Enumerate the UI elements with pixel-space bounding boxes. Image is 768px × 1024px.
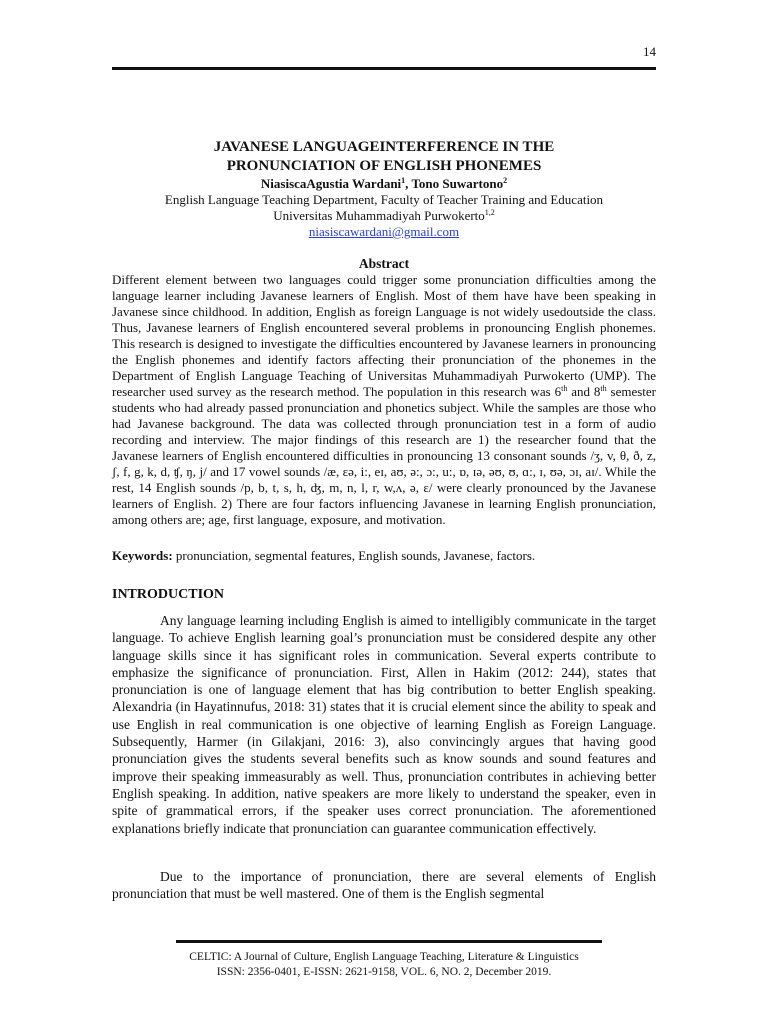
abstract-part-3: semester students who had already passed pronunciation and phonetics subject. While the samples are those who had Javanese background. The data was collected through pronunciation test in a form of audio recording and interview. The major findings of this research are 1) the researcher found that the Javanese learners of English encountered difficulties in pronouncing 13 consonant sounds /ʒ, v, θ, ð, z, ʃ, f, g, k, d, ʧ, ŋ, j/ and 17 vowel sounds /æ, ɛə, i:, eɪ, aʊ, ə:, ɔ:, u:, ɒ, ɪə, əʊ, ʊ, ɑ:, ɪ, ʊə, ɔɪ, aɪ/. While the rest, 14 English sounds /p, b, t, s, h, ʤ, m, n, l, r, w,ʌ, ə, ɛ/ were clearly pronounced by the Javanese learners of English. 2) There are four factors influencing Javanese in learning English pronunciation, among others are; age, first language, exposure, and motivation. (112, 384, 656, 527)
author-1-affil-mark: 1 (401, 176, 406, 185)
header-rule (112, 67, 656, 70)
author-line (112, 176, 656, 192)
abstract-text (112, 272, 656, 528)
abstract-part-1: Different element between two languages could trigger some pronunciation difficulties among the language learner including Javanese learners of English. Most of them have have been speaking in Javanese since childhood. In addition, English as foreign Language is not widely usedoutside the class. Thus, Javanese learners of English encountered several problems in pronouncing English phonemes. This research is designed to investigate the difficulties encountered by Javanese learners in pronouncing the English phonemes and identify factors affecting their pronunciation of the phonemes in the Department of English Language Teaching of Universitas Muhammadiyah Purwokerto (UMP). The researcher used survey as the research method. The population in this research was 6 (112, 272, 656, 399)
abstract-part-2: and 8 (567, 384, 601, 399)
university-name: Universitas Muhammadiyah Purwokerto (273, 208, 485, 223)
page-number: 14 (643, 44, 656, 59)
title-line-2: PRONUNCIATION OF ENGLISH PHONEMES (226, 158, 542, 174)
author-separator: , (405, 176, 412, 191)
abstract-heading: Abstract (358, 256, 410, 271)
title-line-1: JAVANESE LANGUAGEINTERFERENCE IN THE (213, 139, 555, 155)
keywords-text: pronunciation, segmental features, English sounds, Javanese, factors. (172, 548, 536, 563)
introduction-heading: INTRODUCTION (112, 587, 225, 602)
author-2-affil-mark: 2 (503, 176, 508, 185)
university-affil-mark: 1,2 (484, 208, 495, 217)
introduction-paragraph-1: Any language learning including English is aimed to intelligibly communicate in the target language. To achieve English learning goal’s pronunciation must be considered despite any other language skills since it has significant roles in communication. Several experts contribute to emphasize the significance of pronunciation. First, Allen in Hakim (2012: 244), states that pronunciation is one of language element that has big contribution to better English speaking. Alexandria (in Hayatinnufus, 2018: 31) states that it is crucial element since the ability to speak and use English in real communication is one objective of learning English as Foreign Language. Subsequently, Harmer (in Gilakjani, 2016: 3), also convincingly argues that having good pronunciation gives the students several benefits such as know sounds and sound features and improve their speaking immeasurably as well. Thus, pronunciation contributes in achieving better English speaking. In addition, native speakers are more likely to understand the speaker, even in spite of grammatical errors, if the speaker uses correct pronunciation. The aforementioned explanations briefly indicate that pronunciation can guarantee communication effectively. (112, 613, 656, 836)
email-link[interactable]: niasiscawardani@gmail.com (308, 224, 460, 239)
paper-title (112, 138, 656, 176)
introduction-paragraph-2: Due to the importance of pronunciation, there are several elements of English pronunciation that must be well mastered. One of them is the English segmental (112, 869, 656, 902)
keywords (112, 548, 656, 564)
affiliation-university (112, 208, 656, 224)
abstract-sup-2: th (600, 384, 607, 393)
keywords-label: Keywords: (112, 548, 173, 563)
affiliation-department: English Language Teaching Department, Faculty of Teacher Training and Education (164, 192, 604, 207)
footer-rule (176, 940, 602, 943)
author-2: Tono Suwartono (411, 176, 504, 191)
footer-issn: ISSN: 2356-0401, E-ISSN: 2621-9158, VOL. 6, NO. 2, December 2019. (216, 966, 552, 978)
author-email (112, 224, 656, 240)
footer-journal-name: CELTIC: A Journal of Culture, English Language Teaching, Literature & Linguistics (189, 951, 579, 963)
abstract-sup-1: th (561, 384, 568, 393)
author-1: NiasiscaAgustia Wardani (260, 176, 402, 191)
